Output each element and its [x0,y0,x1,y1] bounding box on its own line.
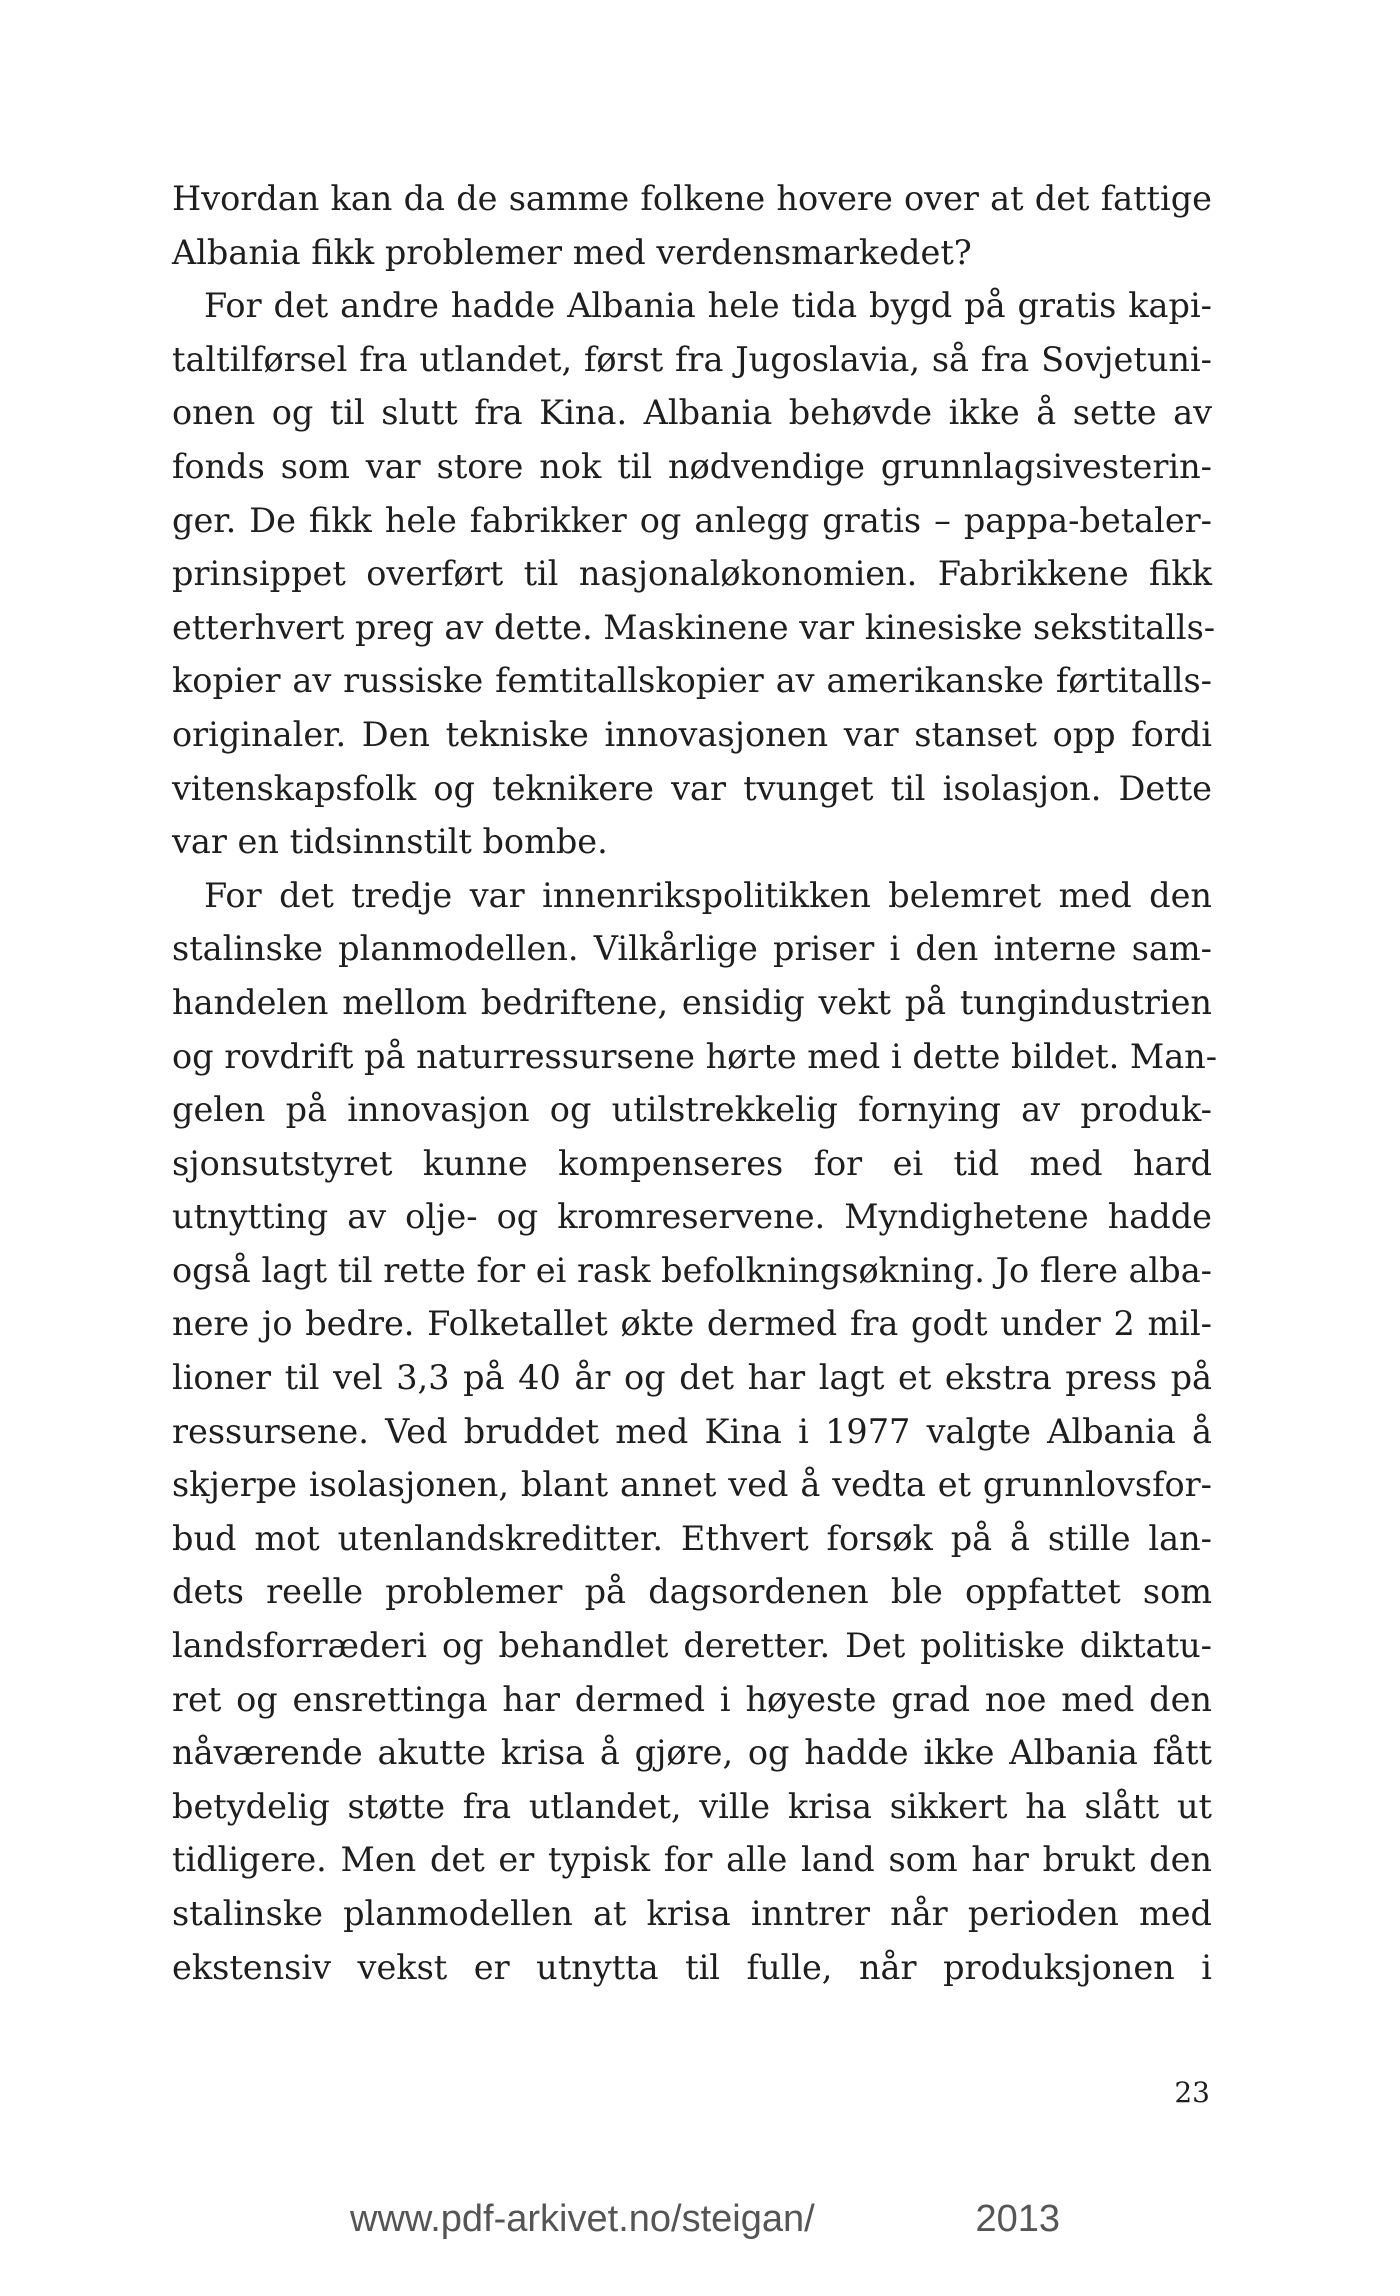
text-line: sjonsutstyret kunne kompenseres for ei tid med hard [172,1143,1212,1183]
text-line: lioner til vel 3,3 på 40 år og det har lagt et ekstra press på [172,1358,1212,1398]
page-number: 23 [1174,2076,1210,2109]
text-line: Albania fikk problemer med verdensmarkedet? [172,232,972,272]
text-line: For det tredje var innenrikspolitikken belemret med den [204,875,1212,915]
footer-watermark [350,2198,1060,2241]
text-line: For det andre hadde Albania hele tida bygd på gratis kapi- [204,286,1212,326]
text-line: ressursene. Ved bruddet med Kina i 1977 valgte Albania å [172,1411,1212,1451]
text-line: og rovdrift på naturressursene hørte med i dette bildet. Man- [172,1036,1218,1076]
text-line: ret og ensrettinga har dermed i høyeste grad noe med den [172,1679,1212,1719]
text-line: også lagt til rette for ei rask befolkningsøkning. Jo flere alba- [172,1250,1212,1290]
text-line: ekstensiv vekst er utnytta til fulle, når produksjonen i [172,1947,1212,1987]
text-line: landsforræderi og behandlet deretter. Det politiske diktatu- [172,1626,1212,1666]
text-line: originaler. Den tekniske innovasjonen var stanset opp fordi [172,714,1212,754]
text-line: gelen på innovasjon og utilstrekkelig fornying av produk- [172,1090,1212,1130]
text-line: utnytting av olje- og kromreservene. Myndighetene hadde [172,1197,1212,1237]
text-line: taltilførsel fra utlandet, først fra Jugoslavia, så fra Sovjetuni- [172,339,1212,379]
text-line: stalinske planmodellen at krisa inntrer når perioden med [172,1894,1212,1933]
text-line: Hvordan kan da de samme folkene hovere over at det fattige [172,179,1212,218]
footer-url: www.pdf-arkivet.no/steigan/ [350,2198,815,2240]
text-line: kopier av russiske femtitallskopier av amerikanske førtitalls- [172,661,1212,701]
text-line: bud mot utenlandskreditter. Ethvert forsøk på å stille lan- [172,1518,1212,1558]
text-line: ger. De fikk hele fabrikker og anlegg gratis – pappa-betaler- [172,500,1212,540]
text-line: nere jo bedre. Folketallet økte dermed fra godt under 2 mil- [172,1304,1212,1344]
text-line: skjerpe isolasjonen, blant annet ved å vedta et grunnlovsfor- [172,1465,1212,1505]
text-line: var en tidsinnstilt bombe. [172,822,608,862]
text-line: dets reelle problemer på dagsordenen ble oppfattet som [172,1572,1212,1612]
text-line: fonds som var store nok til nødvendige grunnlagsivesterin- [172,446,1212,486]
text-line: vitenskapsfolk og teknikere var tvunget til isolasjon. Dette [172,768,1212,808]
text-line: stalinske planmodellen. Vilkårlige priser i den interne sam- [172,929,1212,969]
text-line: onen og til slutt fra Kina. Albania behøvde ikke å sette av [172,393,1212,433]
text-line: betydelig støtte fra utlandet, ville krisa sikkert ha slått ut [172,1786,1212,1826]
footer-year: 2013 [975,2198,1060,2240]
text-line: handelen mellom bedriftene, ensidig vekt på tungindustrien [172,982,1212,1022]
text-line: tidligere. Men det er typisk for alle land som har brukt den [172,1840,1212,1880]
text-line: nåværende akutte krisa å gjøre, og hadde ikke Albania fått [172,1733,1212,1773]
text-line: prinsippet overført til nasjonaløkonomien. Fabrikkene fikk [172,554,1212,594]
body-text [172,172,1218,1994]
text-line: etterhvert preg av dette. Maskinene var kinesiske sekstitalls- [172,607,1216,647]
